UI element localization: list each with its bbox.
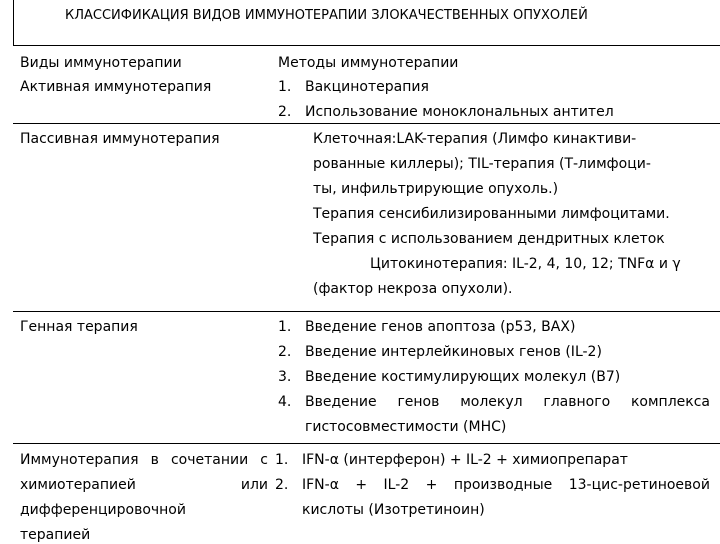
- row-gene-num-4: 4.: [278, 394, 292, 410]
- word: 13-цис-ретиноевой: [568, 477, 710, 493]
- row-active-num-1: 1.: [278, 79, 292, 95]
- row-combined-num-1: 1.: [275, 452, 289, 468]
- header-col-methods: Методы иммунотерапии: [278, 55, 459, 71]
- row-active-method-1: Вакцинотерапия: [305, 79, 429, 95]
- word: генов: [397, 394, 440, 410]
- word: производные: [453, 477, 553, 493]
- word: в: [150, 452, 159, 468]
- row-passive-line-4: Терапия сенсибилизированными лимфоцитами.: [313, 206, 670, 222]
- page-title: КЛАССИФИКАЦИЯ ВИДОВ ИММУНОТЕРАПИИ ЗЛОКАЧЕСТВЕННЫХ ОПУХОЛЕЙ: [65, 8, 588, 23]
- title-box: [13, 0, 720, 46]
- word: Иммунотерапия: [20, 452, 139, 468]
- row-combined-type-line-4: терапией: [20, 527, 91, 543]
- row-passive-line-7: (фактор некроза опухоли).: [313, 281, 513, 297]
- row-gene-method-1: Введение генов апоптоза (р53, ВАХ): [305, 319, 576, 335]
- row-passive-line-5: Терапия с использованием дендритных клеток: [313, 231, 665, 247]
- row-passive-line-6: Цитокинотерапия: IL-2, 4, 10, 12; TNFα и γ: [370, 256, 681, 272]
- row-gene-method-3: Введение костимулирующих молекул (В7): [305, 369, 621, 385]
- row-combined-method-2: [302, 476, 710, 494]
- row-gene-method-4: [305, 393, 710, 411]
- header-col-types: Виды иммунотерапии: [20, 55, 182, 71]
- row-passive-line-2: рованные киллеры); TIL-терапия (Т-лимфоци-: [313, 156, 651, 172]
- word: +: [425, 477, 438, 493]
- row-divider: [13, 311, 720, 312]
- row-divider: [13, 123, 720, 124]
- word: IFN-α: [302, 477, 339, 493]
- row-gene-method-4-cont: гистосовместимости (МНС): [305, 419, 507, 435]
- row-combined-type-line-3: дифференцировочной: [20, 502, 186, 518]
- row-combined-type-line-1: [20, 451, 268, 469]
- word: +: [355, 477, 368, 493]
- row-gene-num-1: 1.: [278, 319, 292, 335]
- row-combined-type-line-2: [20, 476, 268, 494]
- row-gene-num-3: 3.: [278, 369, 292, 385]
- row-gene-num-2: 2.: [278, 344, 292, 360]
- row-combined-method-1: IFN-α (интерферон) + IL-2 + химиопрепарат: [302, 452, 628, 468]
- word: главного: [543, 394, 611, 410]
- row-gene-type: Генная терапия: [20, 319, 138, 335]
- row-active-method-2: Использование моноклональных антител: [305, 104, 614, 120]
- row-combined-num-2: 2.: [275, 477, 289, 493]
- row-active-type: Активная иммунотерапия: [20, 79, 212, 95]
- word: или: [240, 477, 268, 493]
- row-passive-type: Пассивная иммунотерапия: [20, 131, 220, 147]
- word: молекул: [460, 394, 523, 410]
- row-divider: [13, 443, 720, 444]
- word: комплекса: [630, 394, 710, 410]
- word: сочетании: [170, 452, 249, 468]
- word: с: [260, 452, 268, 468]
- row-active-num-2: 2.: [278, 104, 292, 120]
- word: Введение: [305, 394, 377, 410]
- word: IL-2: [383, 477, 410, 493]
- row-combined-method-2-cont: кислоты (Изотретиноин): [302, 502, 485, 518]
- row-passive-line-3: ты, инфильтрирующие опухоль.): [313, 181, 559, 197]
- word: химиотерапией: [20, 477, 136, 493]
- row-gene-method-2: Введение интерлейкиновых генов (IL-2): [305, 344, 602, 360]
- row-passive-line-1: Клеточная:LAK-терапия (Лимфо кинактиви-: [313, 131, 637, 147]
